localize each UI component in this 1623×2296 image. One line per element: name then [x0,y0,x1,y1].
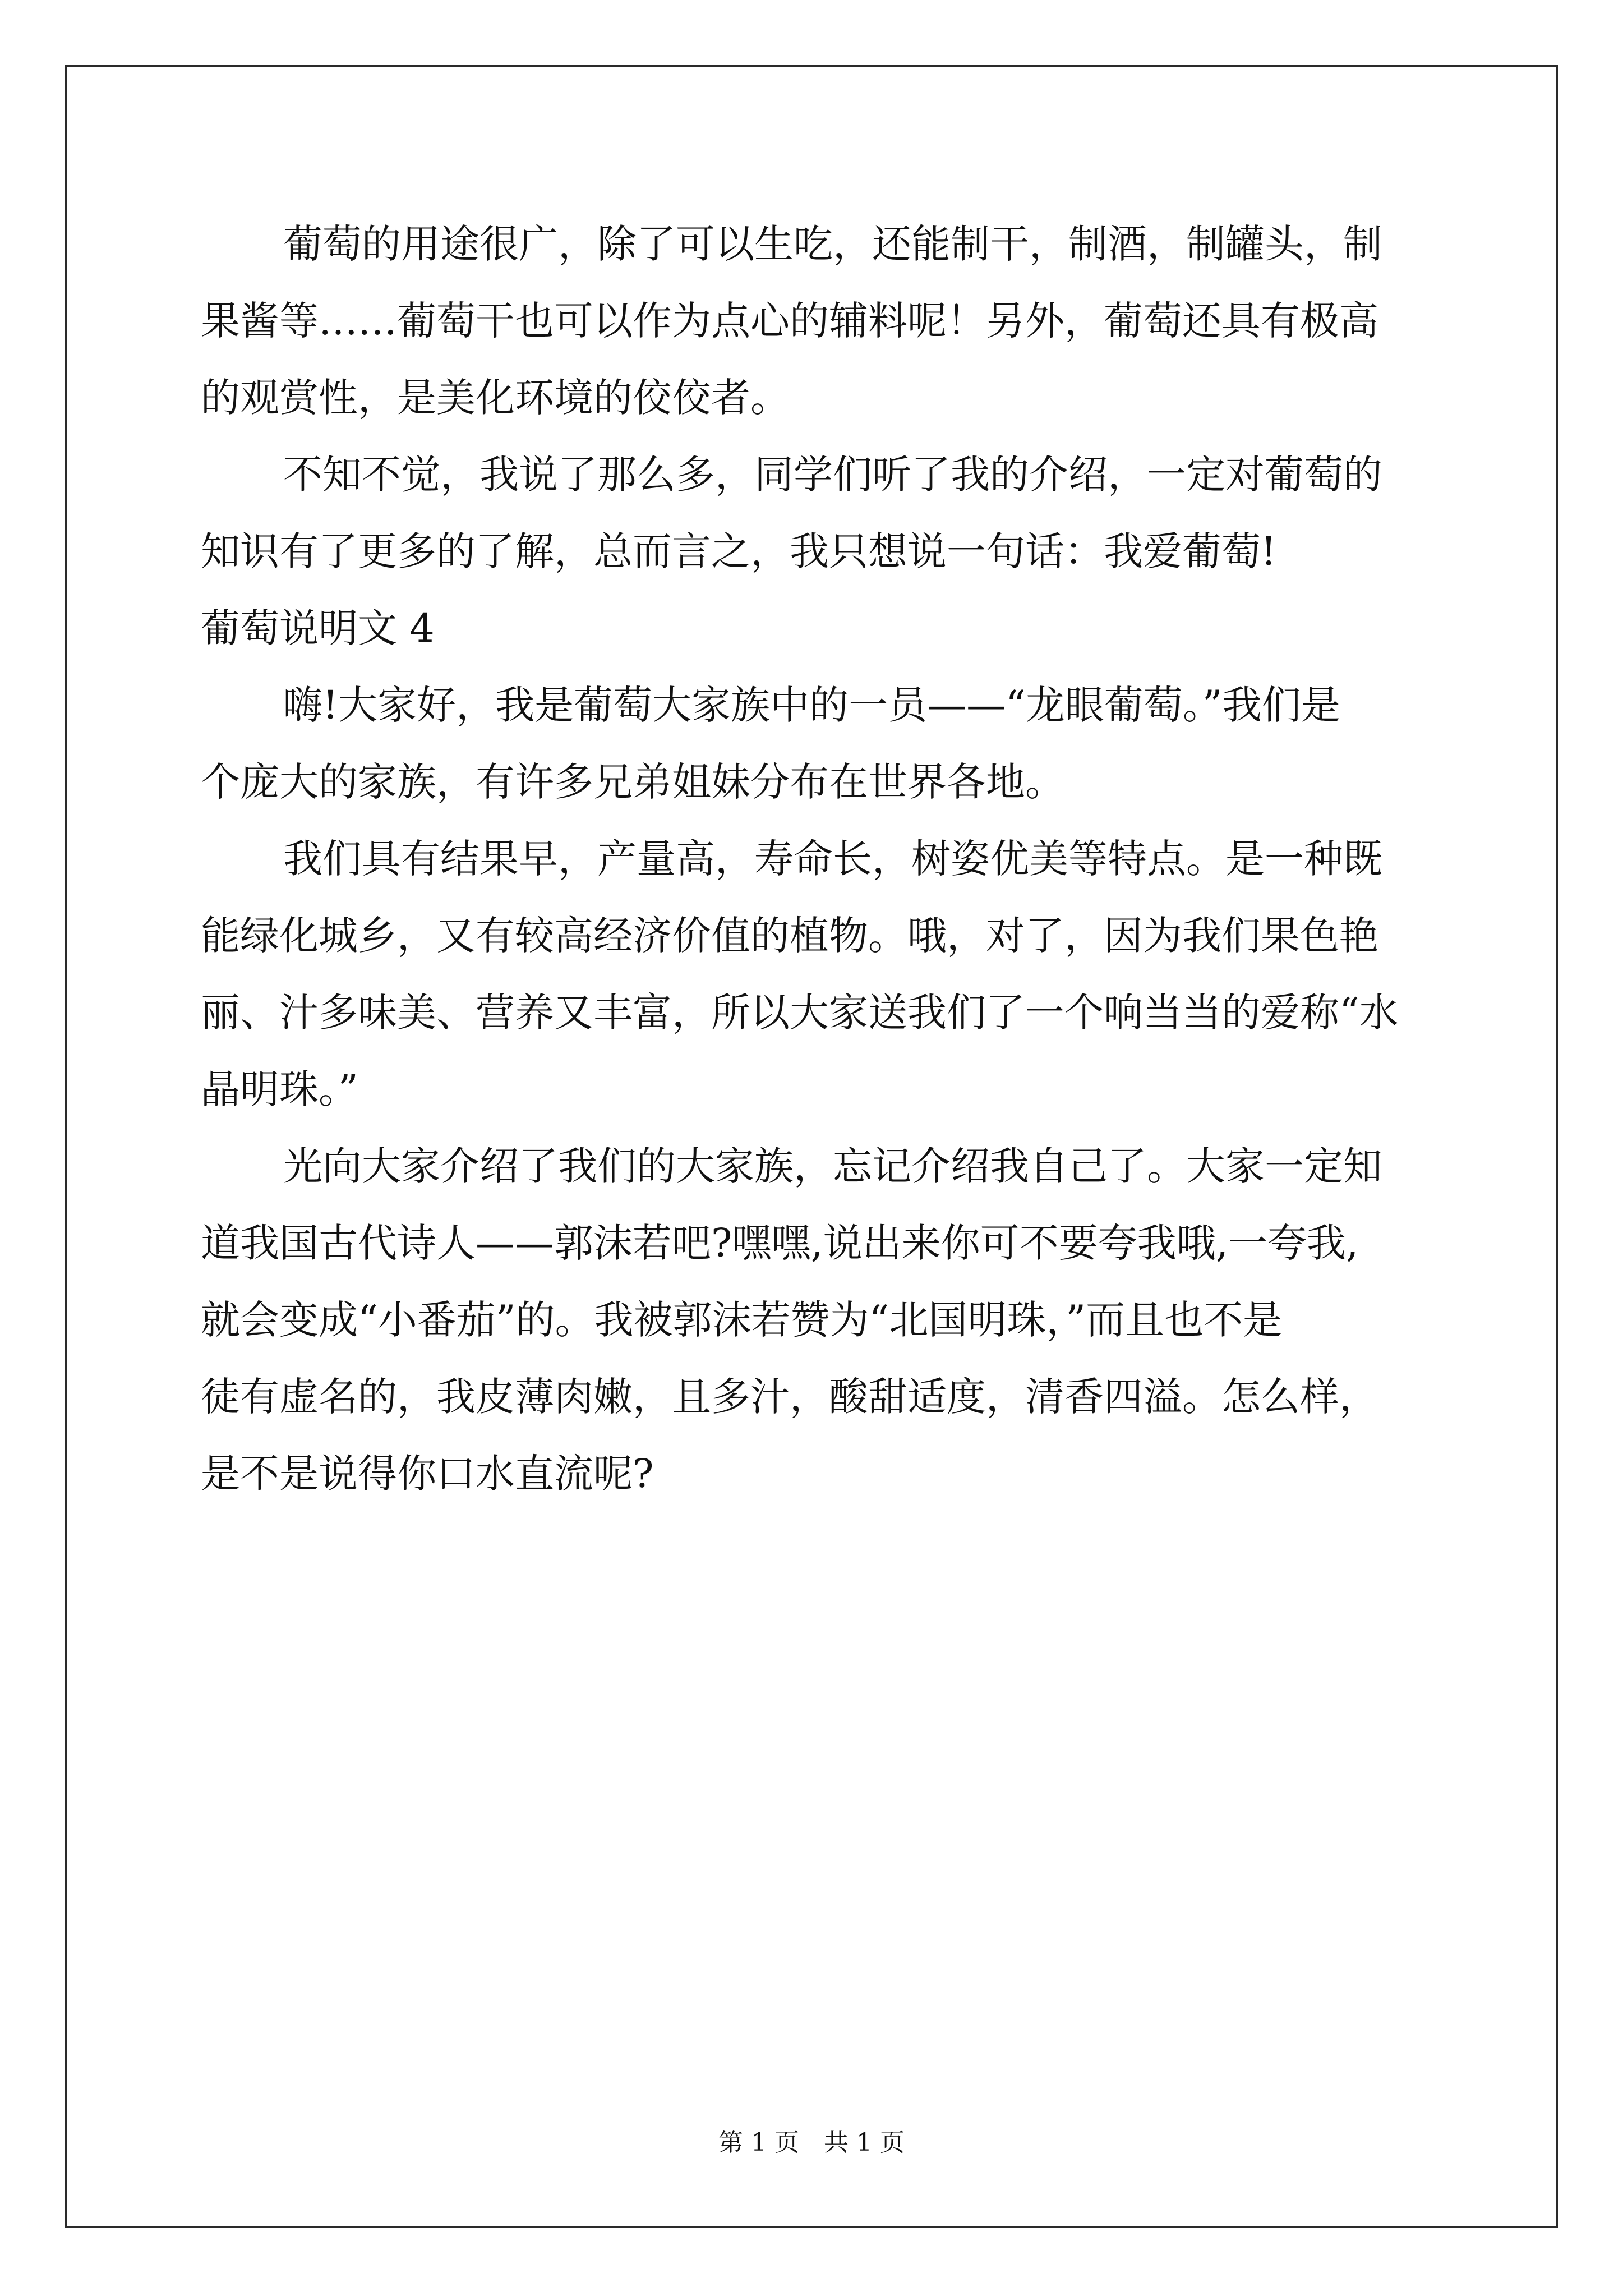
text-line: 是不是说得你口水直流呢? [201,1451,654,1497]
section-heading: 葡萄说明文 4 [201,605,435,651]
text-line: 能绿化城乡，又有较高经济价值的植物。哦，对了，因为我们果色艳 [201,913,1378,959]
text-line: 丽、汁多味美、营养又丰富，所以大家送我们了一个响当当的爱称“水 [201,990,1399,1036]
text-line: 光向大家介绍了我们的大家族，忘记介绍我自己了。大家一定知 [283,1143,1382,1189]
text-line: 道我国古代诗人——郭沫若吧?嘿嘿,说出来你可不要夸我哦,一夸我, [201,1220,1359,1266]
page-number-footer: 第 1 页 共 1 页 [718,2128,905,2157]
text-line: 知识有了更多的了解，总而言之，我只想说一句话：我爱葡萄! [201,528,1277,574]
text-line: 嗨!大家好，我是葡萄大家族中的一员——“龙眼葡萄。”我们是 [283,682,1340,728]
text-line: 个庞大的家族，有许多兄弟姐妹分布在世界各地。 [201,759,1064,805]
text-line: 就会变成“小番茄”的。我被郭沫若赞为“北国明珠，”而且也不是 [201,1297,1283,1343]
text-line: 晶明珠。” [201,1066,358,1112]
text-line: 果酱等……葡萄干也可以作为点心的辅料呢！另外，葡萄还具有极高 [201,298,1378,344]
text-line: 葡萄的用途很广，除了可以生吃，还能制干，制酒，制罐头，制 [283,221,1382,267]
text-line: 我们具有结果早，产量高，寿命长，树姿优美等特点。是一种既 [283,836,1382,882]
text-line: 不知不觉，我说了那么多，同学们听了我的介绍，一定对葡萄的 [283,452,1382,498]
text-line: 徒有虚名的，我皮薄肉嫩，且多汁，酸甜适度，清香四溢。怎么样， [201,1374,1378,1420]
text-line: 的观赏性，是美化环境的佼佼者。 [201,375,790,421]
